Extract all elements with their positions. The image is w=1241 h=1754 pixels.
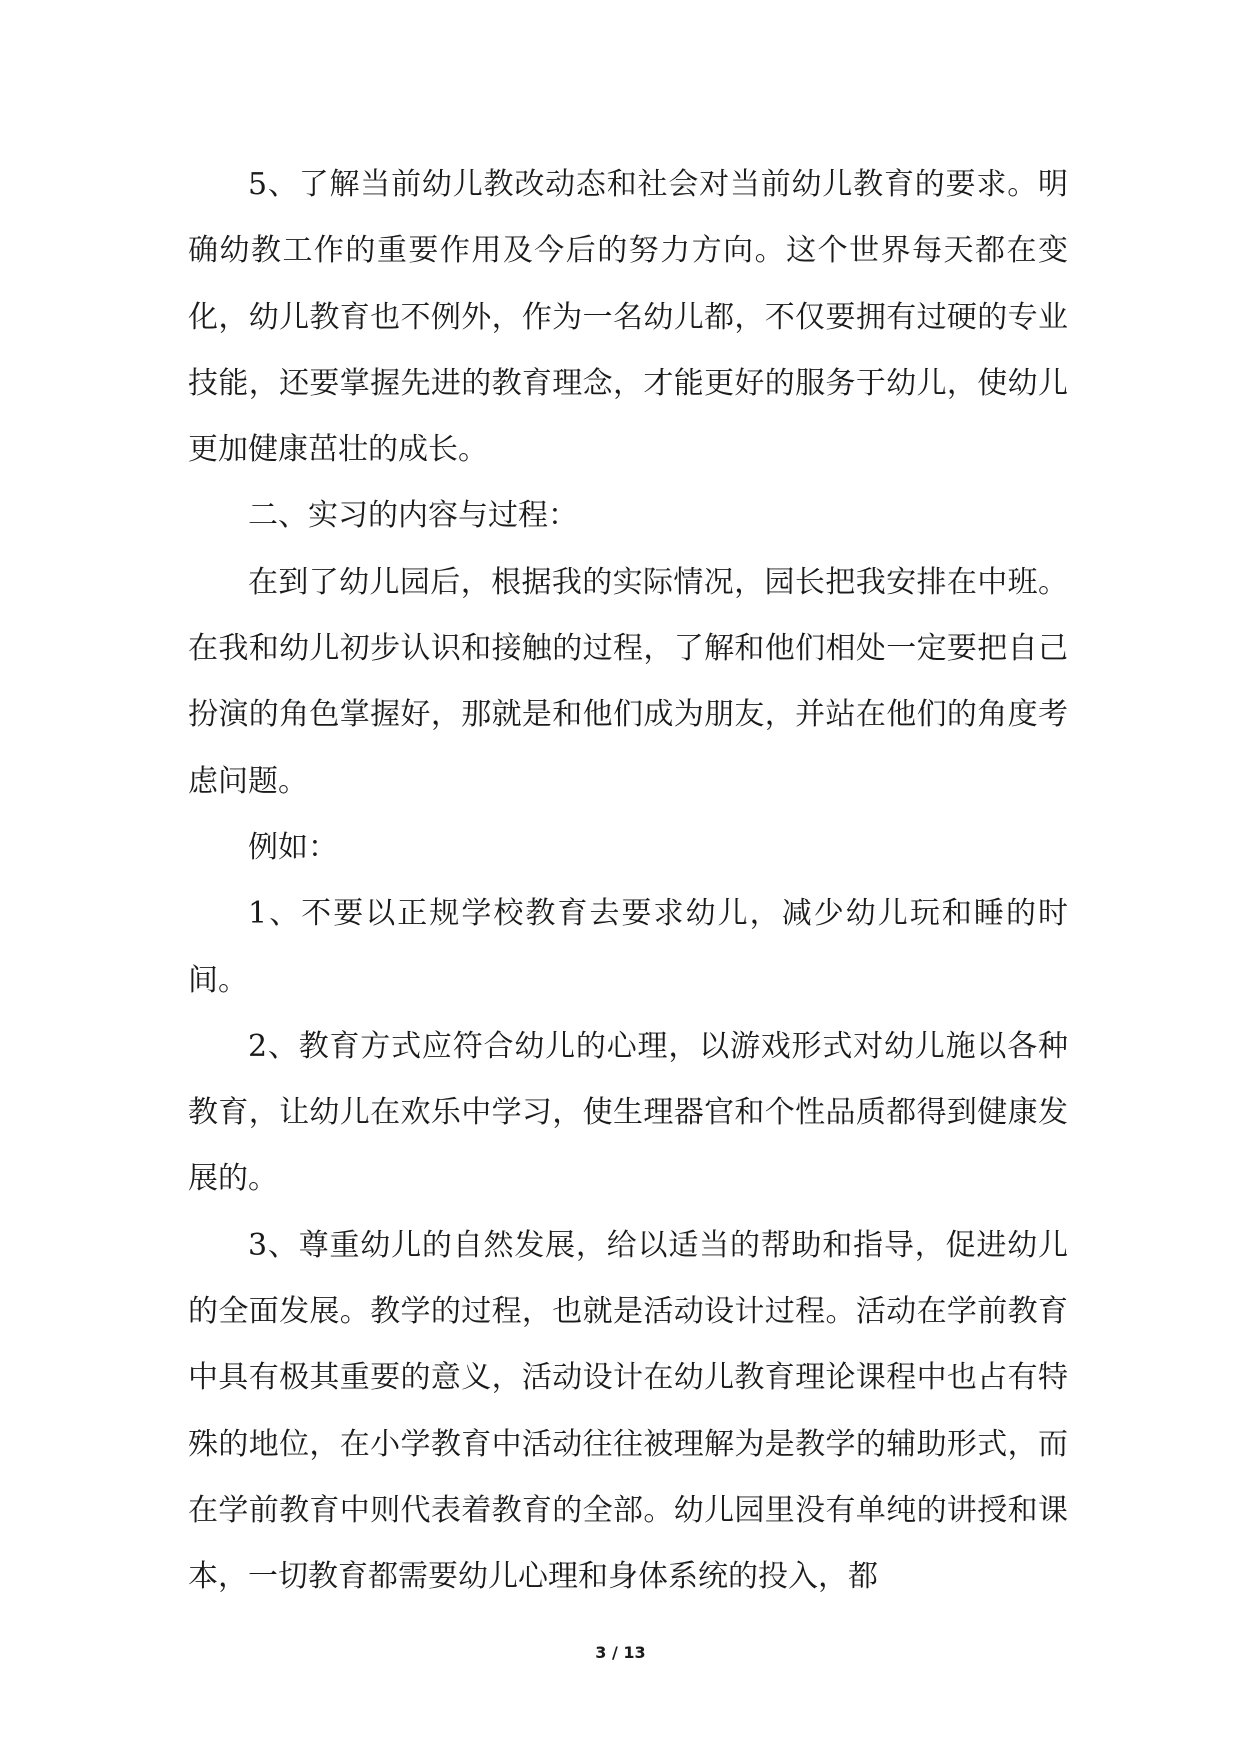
section-heading: 二、实习的内容与过程： — [248, 498, 578, 534]
list-item: 2、教育方式应符合幼儿的心理，以游戏形式对幼儿施以各种教育，让幼儿在欢乐中学习，使生理器官和个性品质都得到健康发展的。 — [188, 1028, 1068, 1197]
paragraph: 在到了幼儿园后，根据我的实际情况，园长把我安排在中班。在我和幼儿初步认识和接触的过程，了解和他们相处一定要把自己扮演的角色掌握好，那就是和他们成为朋友，并站在他们的角度考虑问题。 — [188, 564, 1068, 799]
page-number: 3 / 13 — [595, 1643, 646, 1662]
list-item: 3、尊重幼儿的自然发展，给以适当的帮助和指导，促进幼儿的全面发展。教学的过程，也就是活动设计过程。活动在学前教育中具有极其重要的意义，活动设计在幼儿教育理论课程中也占有特殊的地位，在小学教育中活动往往被理解为是教学的辅助形式，而在学前教育中则代表着教育的全部。幼儿园里没有单纯的讲授和课本，一切教育都需要幼儿心理和身体系统的投入，都 — [188, 1227, 1068, 1595]
list-item: 1、不要以正规学校教育去要求幼儿，减少幼儿玩和睡的时间。 — [188, 896, 1068, 998]
paragraph: 5、了解当前幼儿教改动态和社会对当前幼儿教育的要求。明确幼教工作的重要作用及今后的努力方向。这个世界每天都在变化，幼儿教育也不例外，作为一名幼儿都，不仅要拥有过硬的专业技能，还要掌握先进的教育理念，才能更好的服务于幼儿，使幼儿更加健康茁壮的成长。 — [188, 167, 1068, 468]
paragraph: 例如： — [248, 829, 338, 865]
document-body — [188, 152, 1068, 1611]
